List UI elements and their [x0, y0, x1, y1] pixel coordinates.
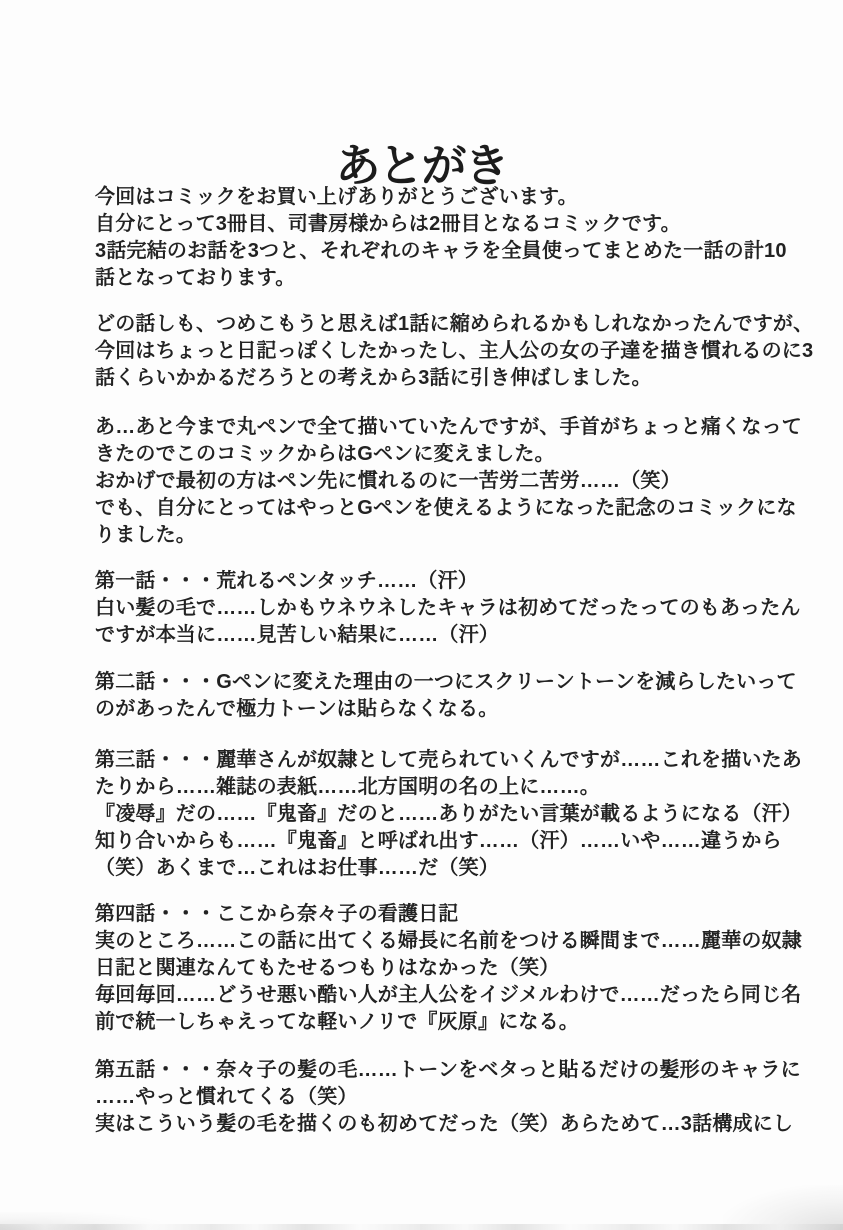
text-line: 今回はちょっと日記っぽくしたかったし、主人公の女の子達を描き慣れるのに3 — [95, 340, 814, 362]
text-line: 話くらいかかるだろうとの考えから3話に引き伸ばしました。 — [95, 367, 652, 389]
text-line: 実のところ……この話に出てくる婦長に名前をつける瞬間まで……麗華の奴隷 — [95, 930, 802, 952]
text-line: 白い髪の毛で……しかもウネウネしたキャラは初めてだったってのもあったん — [95, 597, 801, 619]
text-line: ……やっと慣れてくる（笑） — [95, 1086, 358, 1108]
text-line: 第一話・・・荒れるペンタッチ……（汗） — [95, 570, 478, 592]
text-line: りました。 — [95, 524, 196, 546]
page-title: あとがき — [335, 140, 508, 192]
paragraph-episode-3 — [95, 747, 802, 882]
text-line: どの話しも、つめこもうと思えば1話に縮められるかもしれなかったんですが、 — [95, 313, 814, 335]
paragraph-structure — [95, 311, 814, 392]
text-line: 実はこういう髪の毛を描くのも初めてだった（笑）あらためて…3話構成にし — [95, 1113, 794, 1135]
text-line: 第五話・・・奈々子の髪の毛……トーンをベタっと貼るだけの髪形のキャラに — [95, 1059, 801, 1081]
paragraph-episode-5 — [95, 1057, 801, 1138]
paragraph-episode-2 — [95, 669, 797, 723]
text-line: 第四話・・・ここから奈々子の看護日記 — [95, 903, 459, 925]
text-line: 今回はコミックをお買い上げありがとうございます。 — [95, 186, 578, 208]
text-line: おかげで最初の方はペン先に慣れるのに一苦労二苦労……（笑） — [95, 470, 681, 492]
text-line: でも、自分にとってはやっとGペンを使えるようになった記念のコミックにな — [95, 497, 797, 519]
text-line: 『凌辱』だの……『鬼畜』だのと……ありがたい言葉が載るようになる（汗） — [95, 803, 802, 825]
text-line: きたのでこのコミックからはGペンに変えました。 — [95, 443, 555, 465]
text-line: 話となっております。 — [95, 267, 296, 289]
text-line: 知り合いからも……『鬼畜』と呼ばれ出す……（汗）……いや……違うから — [95, 830, 782, 852]
paragraph-episode-4 — [95, 901, 802, 1036]
text-line: のがあったんで極力トーンは貼らなくなる。 — [95, 698, 499, 720]
paragraph-episode-1 — [95, 568, 801, 649]
text-line: 第二話・・・Gペンに変えた理由の一つにスクリーントーンを減らしたいって — [95, 671, 797, 693]
text-line: （笑）あくまで…これはお仕事……だ（笑） — [95, 857, 499, 879]
text-line: たりから……雑誌の表紙……北方国明の名の上に……。 — [95, 776, 600, 798]
text-line: 3話完結のお話を3つと、それぞれのキャラを全員使ってまとめた一話の計10 — [95, 240, 787, 262]
text-line: ですが本当に……見苦しい結果に……（汗） — [95, 624, 499, 646]
paragraph-intro — [95, 184, 785, 292]
scan-artifact-bottom-edge — [0, 1224, 843, 1230]
paragraph-gpen — [95, 414, 802, 549]
text-line: あ…あと今まで丸ペンで全て描いていたんですが、手首がちょっと痛くなって — [95, 416, 802, 438]
text-line: 毎回毎回……どうせ悪い酷い人が主人公をイジメルわけで……だったら同じ名 — [95, 984, 802, 1006]
text-line: 第三話・・・麗華さんが奴隷として売られていくんですが……これを描いたあ — [95, 749, 802, 771]
text-line: 前で統一しちゃえってな軽いノリで『灰原』になる。 — [95, 1011, 579, 1033]
text-line: 自分にとって3冊目、司書房様からは2冊目となるコミックです。 — [95, 213, 681, 235]
text-line: 日記と関連なんてもたせるつもりはなかった（笑） — [95, 957, 560, 979]
